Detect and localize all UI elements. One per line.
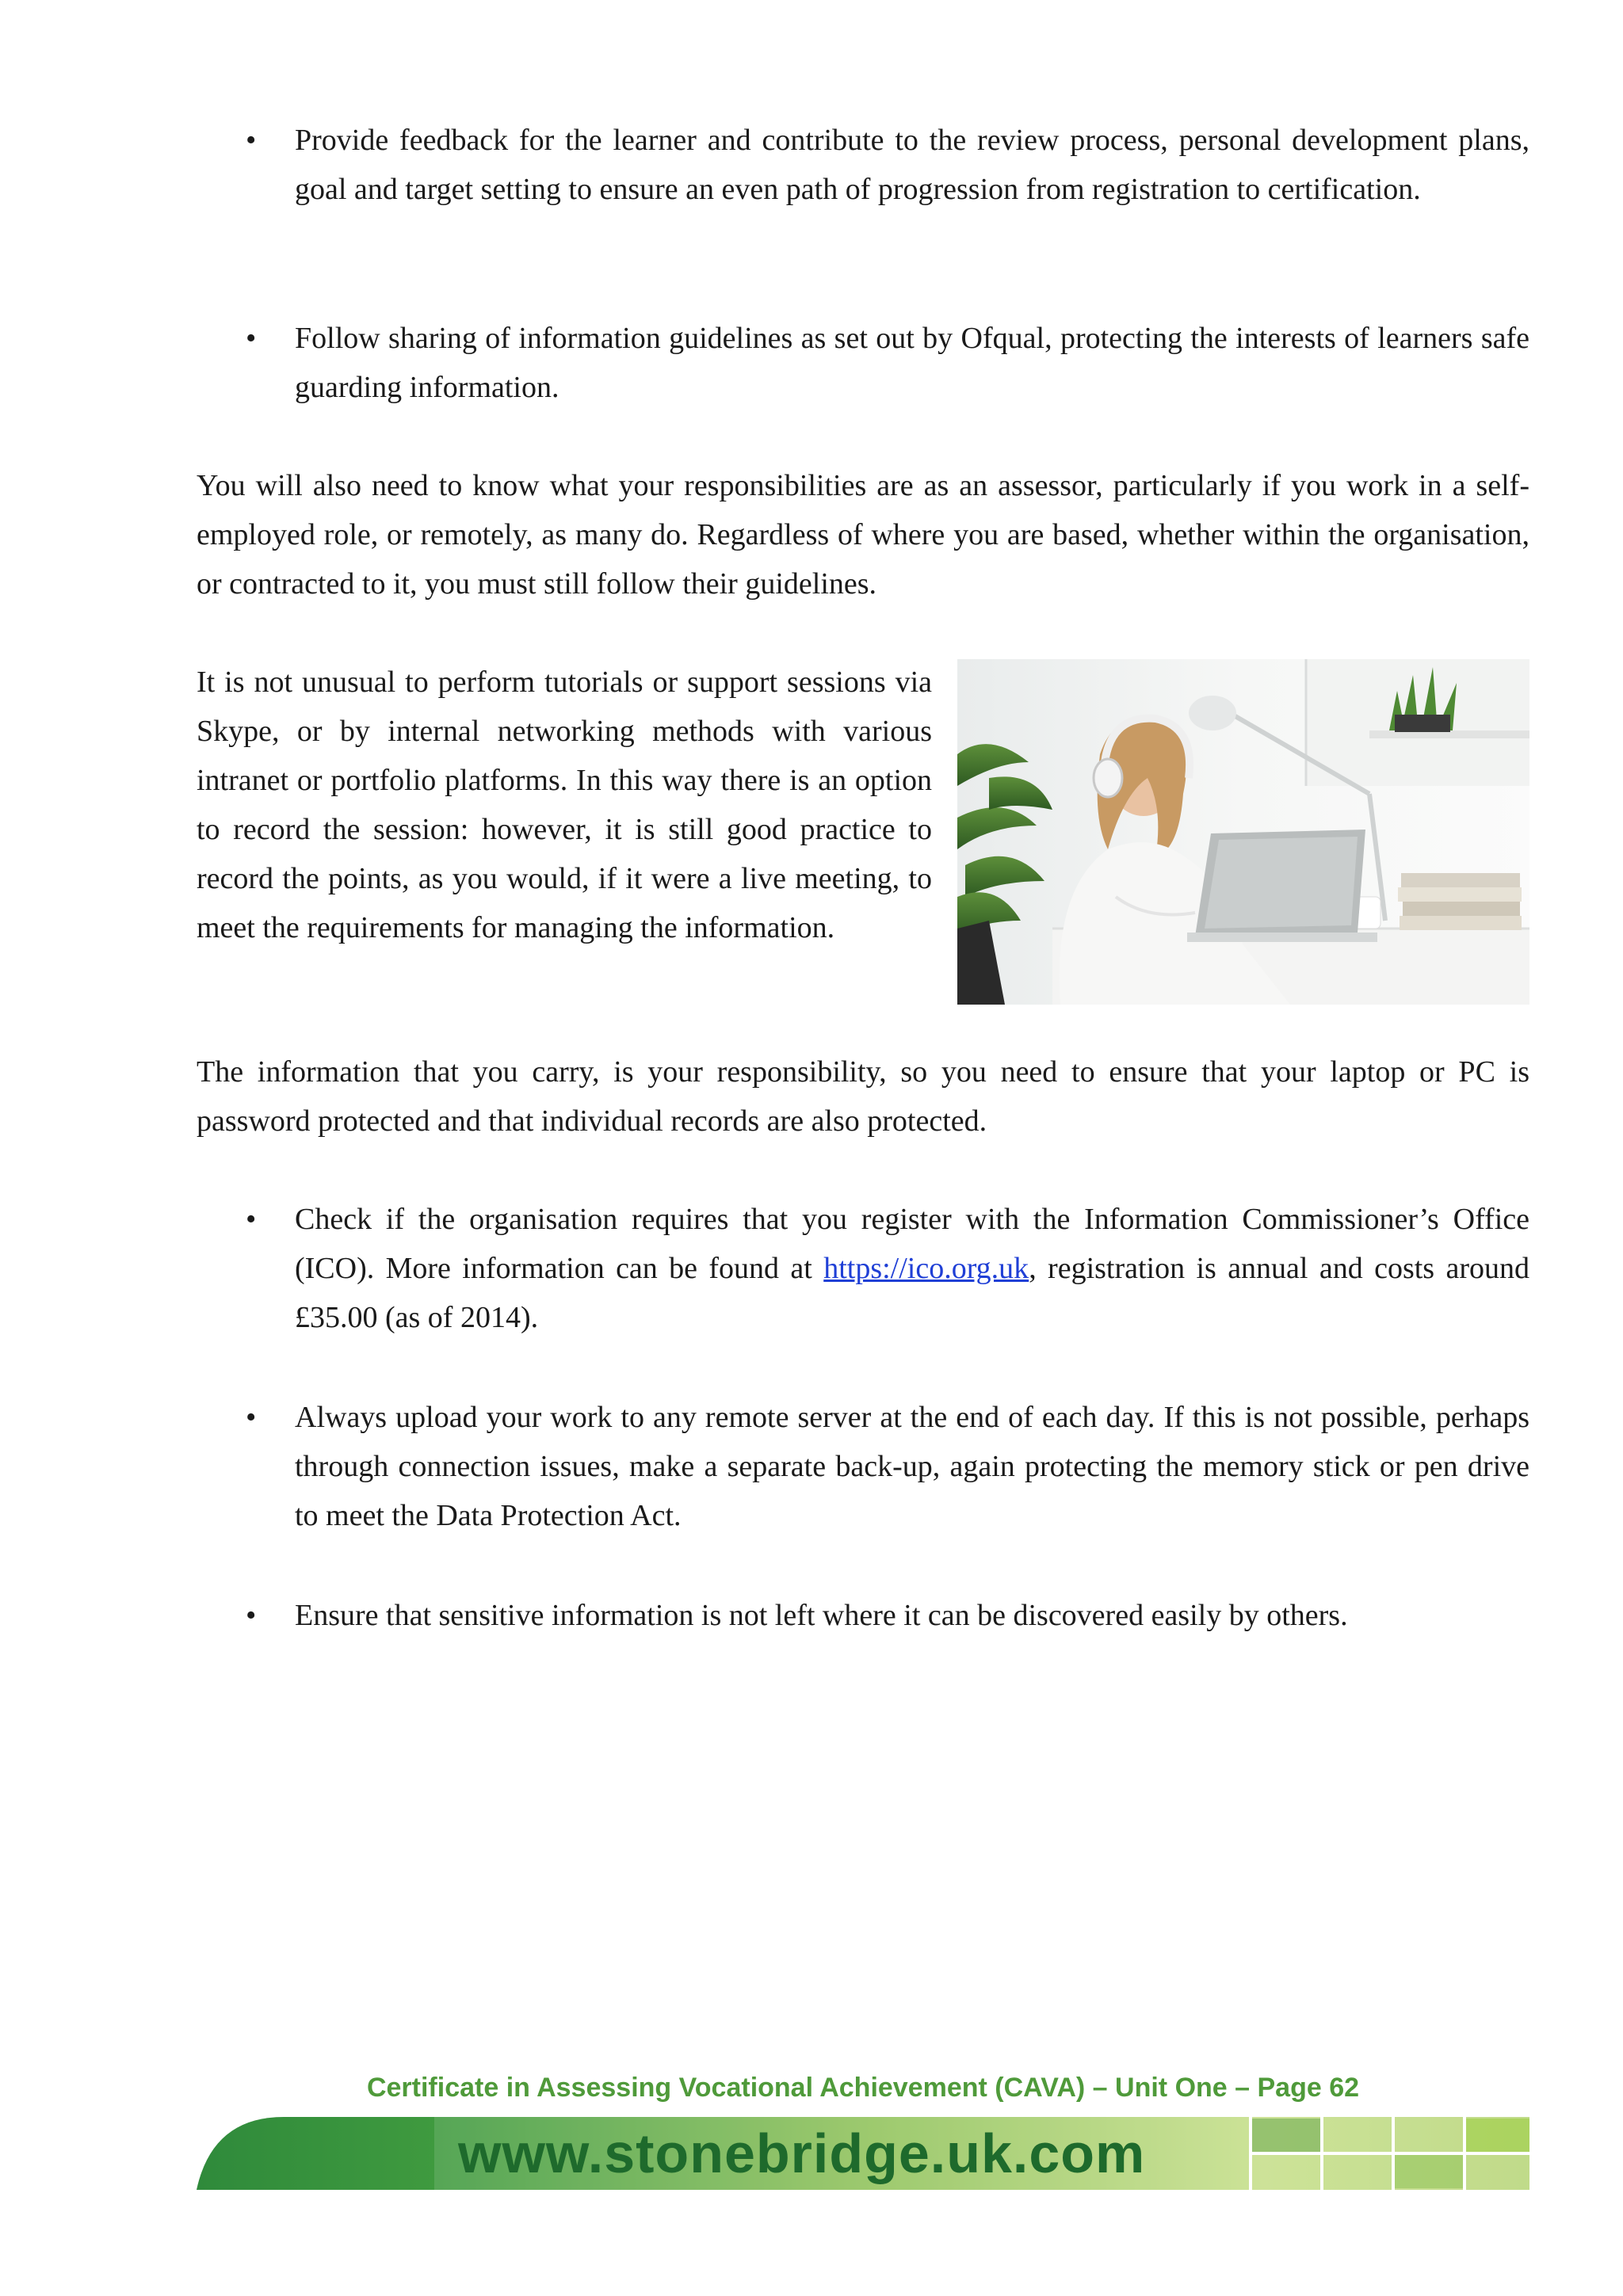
bullet-item-ofqual bbox=[197, 314, 1529, 412]
bullet-symbol: • bbox=[246, 1203, 257, 1236]
bullet-symbol: • bbox=[246, 1599, 257, 1632]
bullet-symbol: • bbox=[246, 1401, 257, 1434]
paragraph-tutorials: It is not unusual to perform tutorials or support sessions via Skype, or by internal networking methods with various intranet or portfolio platforms. In this way there is an option to record the session: however, it is still good practice to record the points, as you would, if it were a live meeting, to meet the requirements for managing the information. bbox=[197, 666, 932, 944]
paragraph-information: The information that you carry, is your responsibility, so you need to ensure that your laptop or PC is password protected and that individual records are also protected. bbox=[197, 1055, 1529, 1138]
bullet-symbol: • bbox=[246, 124, 257, 157]
photo-woman-laptop bbox=[957, 659, 1529, 1005]
bullet-text: Follow sharing of information guidelines as set out by Ofqual, protecting the interests of learners safe guarding information. bbox=[295, 322, 1529, 404]
bullet-text-after-link: , registration is annual and costs around £35.00 (as of 2014). bbox=[295, 1252, 1529, 1334]
bullet-text: Always upload your work to any remote server at the end of each day. If this is not possible, perhaps through connection issues, make a separate back-up, again protecting the memory stick or pen drive to meet the Data Protection Act. bbox=[295, 1401, 1529, 1532]
ico-link[interactable]: https://ico.org.uk bbox=[823, 1252, 1029, 1285]
bullet-text: Provide feedback for the learner and contribute to the review process, personal development plans, goal and target setting to ensure an even path of progression from registration to certification. bbox=[295, 124, 1529, 206]
bullet-item-upload bbox=[197, 1393, 1529, 1540]
bullet-text-before-link: Check if the organisation requires that you register with the Information Commissioner’s Office (ICO). More information can be found at bbox=[295, 1203, 1529, 1285]
bullet-text bbox=[295, 1195, 1529, 1342]
bullet-item-feedback bbox=[197, 116, 1529, 214]
bullet-symbol: • bbox=[246, 322, 257, 355]
footer-website-url: www.stonebridge.uk.com bbox=[458, 2122, 1146, 2184]
bullet-item-sensitive bbox=[197, 1591, 1529, 1640]
paragraph-responsibilities: You will also need to know what your responsibilities are as an assessor, particularly if you work in a self-employed role, or remotely, as many do. Regardless of where you are based, whether within the organisation, or contracted to it, you must still follow their guidelines. bbox=[197, 469, 1529, 601]
footer-title: Certificate in Assessing Vocational Achievement (CAVA) – Unit One – Page 62 bbox=[366, 2073, 1360, 2103]
bullet-text: Ensure that sensitive information is not left where it can be discovered easily by others. bbox=[295, 1599, 1348, 1632]
bullet-item-ico bbox=[197, 1195, 1529, 1342]
footer-banner bbox=[197, 2117, 1529, 2190]
